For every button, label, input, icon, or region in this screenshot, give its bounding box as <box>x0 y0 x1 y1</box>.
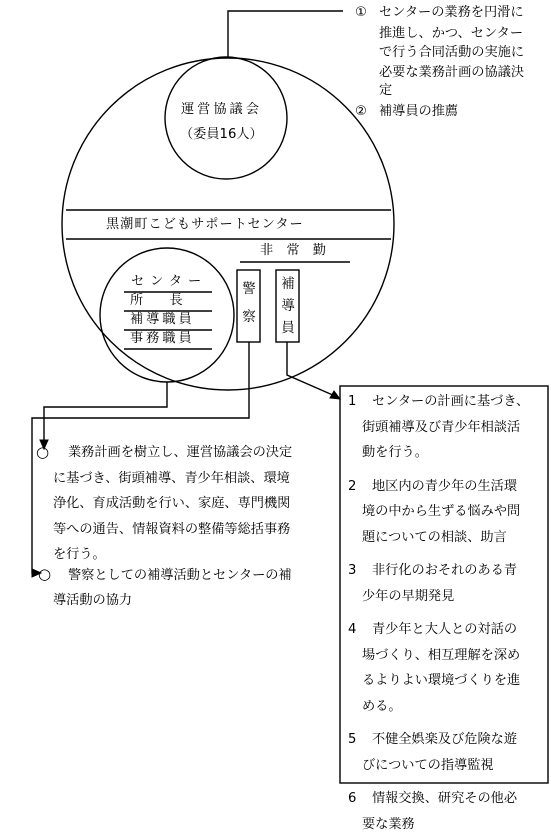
counselor-duty-num: 1 <box>348 394 357 409</box>
council-duty-1-line: センターの業務を円滑に <box>379 5 524 20</box>
center-duties-line: 浄化、育成活動を行い、家庭、専門機関 <box>53 496 291 511</box>
counselor-connector <box>287 342 335 396</box>
council-duty-1-marker: ① <box>355 5 367 20</box>
counselor-duty-item <box>348 617 544 719</box>
council-duty-1-line: 推進し、かつ、センター <box>379 26 524 41</box>
counselor-duty-line: 不健全娯楽及び危険な遊 <box>372 732 518 747</box>
counselor-duty-line: 少年の早期発見 <box>362 588 455 604</box>
counselor-duty-num: 3 <box>348 563 357 578</box>
counselor-duty-line: 非行化のおそれのある青 <box>372 563 518 578</box>
counselor-duty-item <box>348 474 544 551</box>
counselor-duty-line: 情報交換、研究その他必 <box>372 791 518 806</box>
counselor-duty-line: 青少年と大人との対話の <box>372 622 518 637</box>
counselor-duty-line: 場づくり、相互理解を深め <box>362 647 521 663</box>
center-duties-line: 等への通告、情報資料の整備等総括事務 <box>53 522 291 537</box>
counselor-duty-num: 6 <box>348 791 357 806</box>
center-duties-line: を行う。 <box>53 547 106 562</box>
staff-title: センター <box>131 274 208 289</box>
center-band-label: 黒潮町こどもサポートセンター <box>106 217 304 232</box>
counselor-duty-item <box>348 727 544 778</box>
police-label: 警察 <box>242 281 256 325</box>
counselor-duty-line: 境の中から生ずる悩みや問 <box>362 504 521 519</box>
counselor-duty-line: 要な業務 <box>362 816 415 832</box>
police-duties-line: 警察としての補導活動とセンターの補 <box>68 568 292 583</box>
council-members: （委員16人） <box>180 127 263 142</box>
arrowhead <box>330 391 340 399</box>
staff-connector <box>44 382 167 443</box>
center-duties-line: に基づき、街頭補導、青少年相談、環境 <box>53 471 290 486</box>
counselor-label: 補導員 <box>281 276 295 336</box>
council-duty-1-line: 定 <box>379 83 393 98</box>
counselor-duty-num: 5 <box>348 732 357 747</box>
counselor-duty-line: める。 <box>362 698 402 714</box>
police-duties-line: 導活動の協力 <box>53 593 133 608</box>
counselor-duty-line: 街頭補導及び青少年相談活 <box>362 419 521 435</box>
counselor-duty-line: 題についての相談、助言 <box>362 529 507 545</box>
counselor-duty-num: 4 <box>348 622 357 637</box>
counselor-duty-line: 地区内の青少年の生活環 <box>372 478 518 494</box>
staff-row: 事務職員 <box>130 331 195 346</box>
council-duty-2-marker: ② <box>355 104 367 119</box>
council-duty-2-line: 補導員の推薦 <box>379 104 459 119</box>
council-connector <box>228 11 343 57</box>
police-duties-marker: ○ <box>38 565 52 583</box>
part-time-heading: 非 常 勤 <box>260 243 326 258</box>
counselor-duty-num: 2 <box>348 478 357 494</box>
counselor-duty-item <box>348 389 544 466</box>
council-duty-1-line: 必要な業務計画の協議決 <box>379 65 525 80</box>
counselor-duty-line: るよりよい環境づくりを進 <box>362 673 521 688</box>
counselor-duty-line: センターの計画に基づき、 <box>372 394 530 409</box>
counselor-duty-line: びについての指導監視 <box>362 757 494 773</box>
staff-row: 所 長 <box>130 293 183 308</box>
center-duties-marker: ○ <box>36 443 50 461</box>
council-name: 運営協議会 <box>181 102 262 117</box>
counselor-duties-list <box>348 389 544 837</box>
staff-row: 補導職員 <box>130 312 195 327</box>
council-duty-1-line: で行う合同活動の実施に <box>379 45 525 60</box>
counselor-duty-line: 動を行う。 <box>362 445 428 460</box>
counselor-duty-item <box>348 558 544 609</box>
center-duties-line: 業務計画を樹立し、運営協議会の決定 <box>68 445 293 460</box>
